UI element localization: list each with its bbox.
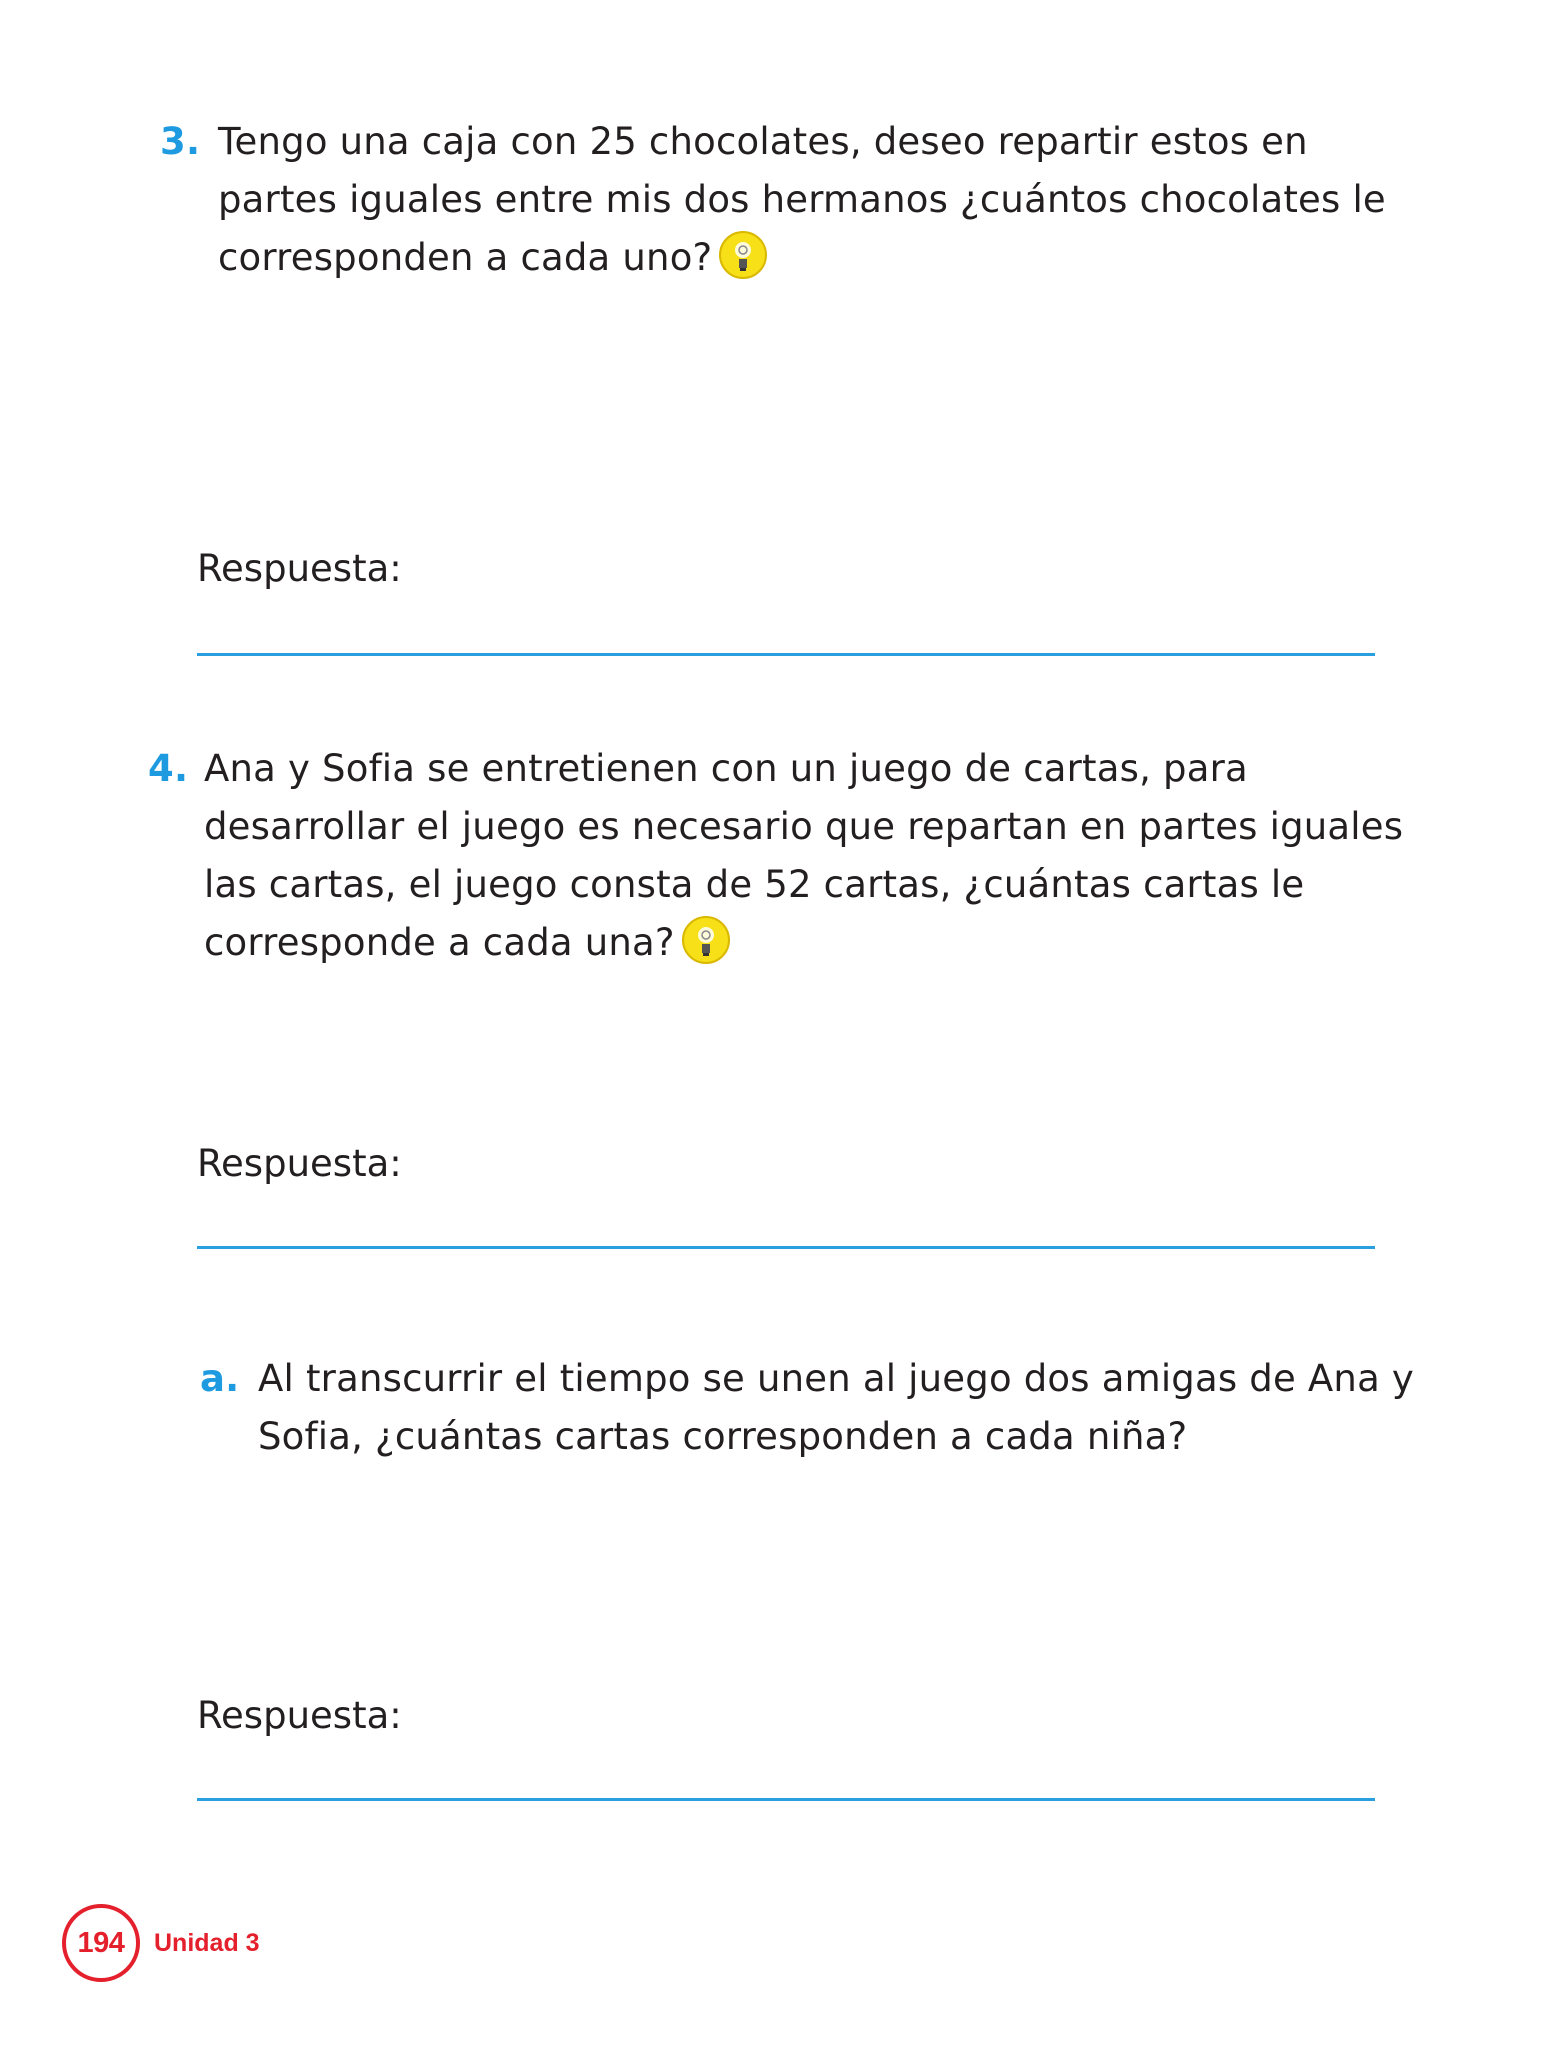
lightbulb-icon bbox=[681, 915, 731, 965]
answer-label-3: Respuesta: bbox=[197, 547, 402, 590]
problem-4a-letter: a. bbox=[200, 1357, 240, 1400]
answer-label-4: Respuesta: bbox=[197, 1142, 402, 1185]
page-number: 194 bbox=[77, 1926, 125, 1959]
unit-label: Unidad 3 bbox=[154, 1928, 260, 1957]
page-number-badge bbox=[62, 1904, 140, 1982]
problem-4-number: 4. bbox=[148, 747, 189, 790]
problem-3-line-3 bbox=[218, 229, 1420, 287]
problem-4 bbox=[148, 740, 1428, 972]
problem-3 bbox=[160, 113, 1420, 287]
answer-label-4a: Respuesta: bbox=[197, 1694, 402, 1737]
problem-3-line-1: Tengo una caja con 25 chocolates, deseo repartir estos en bbox=[218, 120, 1308, 163]
answer-line-3[interactable] bbox=[197, 653, 1375, 656]
answer-line-4[interactable] bbox=[197, 1246, 1375, 1249]
answer-line-4a[interactable] bbox=[197, 1798, 1375, 1801]
problem-4-line-3: las cartas, el juego consta de 52 cartas, ¿cuántas cartas le bbox=[204, 863, 1305, 906]
problem-4a-line-1: Al transcurrir el tiempo se unen al juego dos amigas de Ana y bbox=[258, 1357, 1415, 1400]
problem-4-line-4-text: corresponde a cada una? bbox=[204, 921, 675, 964]
problem-4a bbox=[200, 1350, 1420, 1466]
problem-4-line-1: Ana y Sofia se entretienen con un juego de cartas, para bbox=[204, 747, 1248, 790]
problem-4a-line-2: Sofia, ¿cuántas cartas corresponden a cada niña? bbox=[258, 1415, 1188, 1458]
page-footer bbox=[62, 1904, 260, 1982]
lightbulb-icon bbox=[718, 230, 768, 280]
problem-4-line-4 bbox=[204, 914, 1428, 972]
problem-4-line-2: desarrollar el juego es necesario que repartan en partes iguales bbox=[204, 805, 1404, 848]
problem-3-number: 3. bbox=[160, 120, 201, 163]
problem-3-line-3-text: corresponden a cada uno? bbox=[218, 236, 713, 279]
problem-3-line-2: partes iguales entre mis dos hermanos ¿cuántos chocolates le bbox=[218, 178, 1386, 221]
